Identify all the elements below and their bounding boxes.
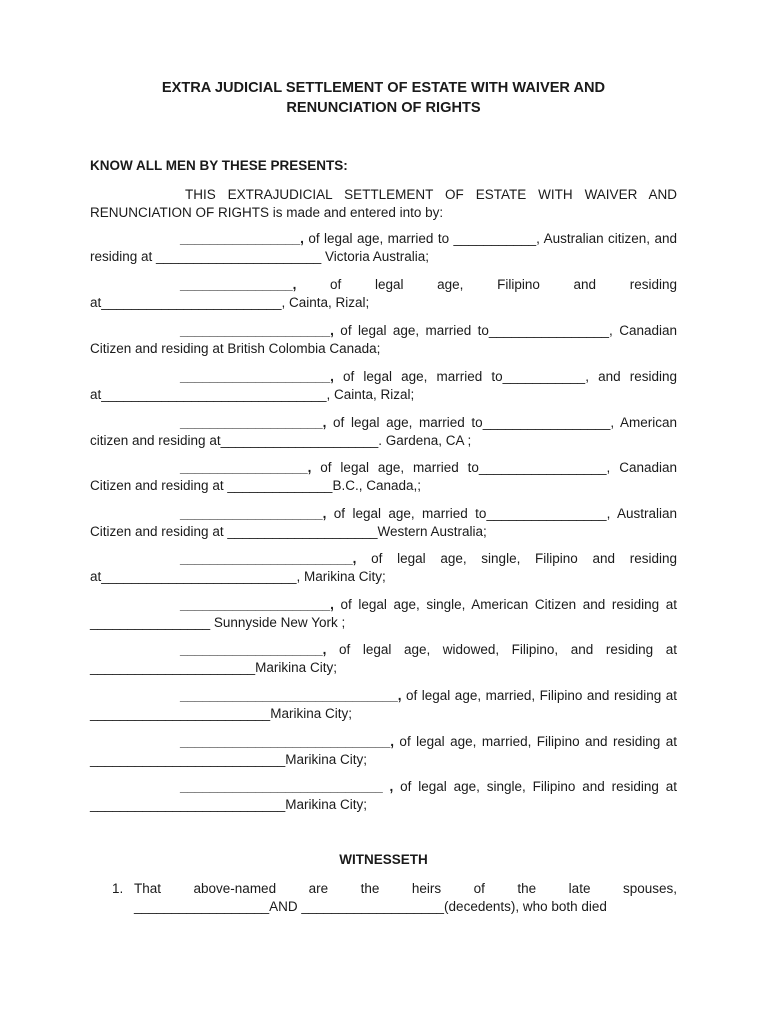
party-paragraph-9 bbox=[90, 596, 677, 632]
know-all-men-heading: KNOW ALL MEN BY THESE PRESENTS: bbox=[90, 158, 348, 173]
party-details: of legal age, widowed, Filipino, and residing at ______________________Marikina City; bbox=[90, 642, 677, 675]
party-details: of legal age, married to___________, and residing at______________________________, Cainta, Rizal; bbox=[90, 369, 677, 402]
title-line-1: EXTRA JUDICIAL SETTLEMENT OF ESTATE WITH WAIVER AND bbox=[161, 80, 606, 96]
party-paragraph-12 bbox=[90, 733, 677, 769]
party-paragraph-10 bbox=[90, 641, 677, 677]
numbered-clause-1 bbox=[112, 880, 677, 916]
clause-line-2: __________________AND ___________________(decedents), who both died bbox=[134, 899, 607, 914]
party-name-blank: _______________________, bbox=[180, 551, 357, 566]
party-paragraph-4 bbox=[90, 368, 677, 404]
party-paragraph-13 bbox=[90, 778, 677, 814]
party-details: of legal age, single, Filipino and residing at__________________________, Marikina City; bbox=[90, 551, 677, 584]
intro-paragraph: THIS EXTRAJUDICIAL SETTLEMENT OF ESTATE WITH WAIVER AND RENUNCIATION OF RIGHTS is made and entered into by: bbox=[90, 187, 677, 220]
party-name-blank: _____________________________, bbox=[180, 688, 402, 703]
party-paragraph-11 bbox=[90, 687, 677, 723]
party-name-blank: _________________, bbox=[180, 460, 312, 475]
party-details: of legal age, Filipino and residing at________________________, Cainta, Rizal; bbox=[90, 277, 677, 310]
party-name-blank: ____________________________, bbox=[180, 734, 394, 749]
document-title bbox=[90, 78, 677, 118]
witnesseth-heading: WITNESSETH bbox=[339, 852, 428, 867]
party-paragraph-5 bbox=[90, 414, 677, 450]
party-paragraph-8 bbox=[90, 550, 677, 586]
party-name-blank: ____________________, bbox=[180, 369, 334, 384]
party-details: of legal age, married, Filipino and residing at ________________________Marikina City; bbox=[90, 688, 677, 721]
party-details: of legal age, single, Filipino and residing at __________________________Marikina City; bbox=[90, 779, 677, 812]
party-details: of legal age, married to ___________, Australian citizen, and residing at ______________________ Victoria Australia; bbox=[90, 231, 677, 264]
party-paragraph-2 bbox=[90, 276, 677, 312]
party-details: of legal age, married to________________, Canadian Citizen and residing at British Colombia Canada; bbox=[90, 323, 677, 356]
party-paragraph-7 bbox=[90, 505, 677, 541]
party-paragraph-6 bbox=[90, 459, 677, 495]
party-details: of legal age, single, American Citizen and residing at ________________ Sunnyside New York ; bbox=[90, 597, 677, 630]
party-name-blank: ____________________, bbox=[180, 597, 334, 612]
party-paragraph-3 bbox=[90, 322, 677, 358]
party-details: of legal age, married to________________, Australian Citizen and residing at ____________________Western Australia; bbox=[90, 506, 677, 539]
party-details: of legal age, married to_________________, American citizen and residing at_____________________. Gardena, CA ; bbox=[90, 415, 677, 448]
party-name-blank: _______________, bbox=[180, 277, 297, 292]
party-details: of legal age, married to_________________, Canadian Citizen and residing at ______________B.C., Canada,; bbox=[90, 460, 677, 493]
party-name-blank: ___________________, bbox=[180, 506, 327, 521]
party-name-blank: ___________________, bbox=[180, 642, 327, 657]
party-details: of legal age, married, Filipino and residing at __________________________Marikina City; bbox=[90, 734, 677, 767]
party-name-blank: ____________________, bbox=[180, 323, 334, 338]
document-page bbox=[90, 78, 677, 914]
party-name-blank: ________________, bbox=[180, 231, 304, 246]
party-name-blank: ___________________, bbox=[180, 415, 327, 430]
party-name-blank: ___________________________ , bbox=[180, 779, 394, 794]
clause-text bbox=[134, 880, 677, 916]
clause-number: 1. bbox=[112, 881, 124, 896]
title-line-2: RENUNCIATION OF RIGHTS bbox=[286, 100, 481, 116]
party-paragraph-1 bbox=[90, 230, 677, 266]
clause-line-1: That above-named are the heirs of the late spouses, bbox=[134, 881, 677, 896]
